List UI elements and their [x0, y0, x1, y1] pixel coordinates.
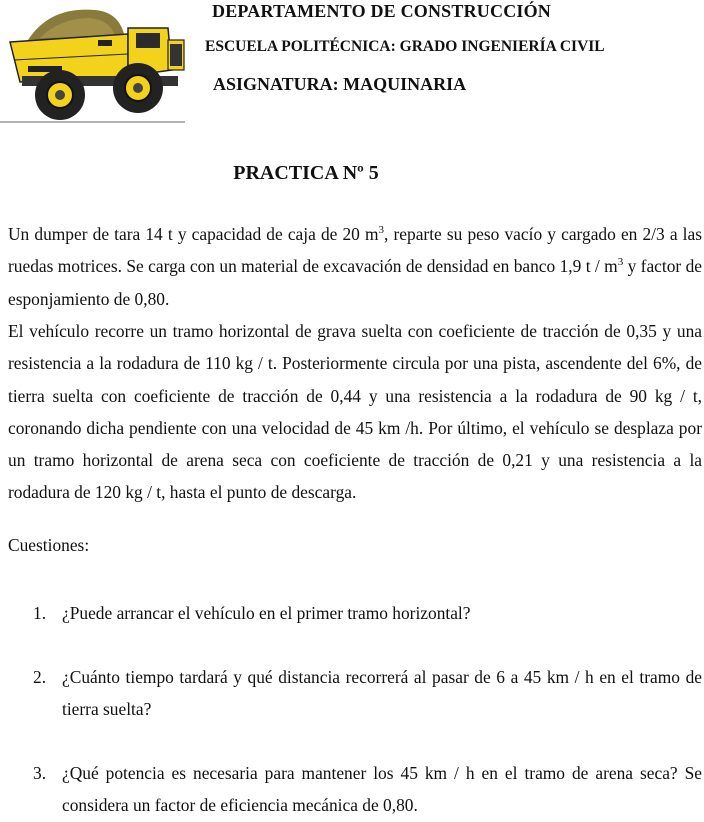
practice-title: PRACTICA Nº 5: [233, 162, 379, 184]
question-number: 1.: [33, 603, 47, 623]
paragraph-text: Un dumper de tara 14 t y capacidad de caja de 20 m: [8, 224, 379, 244]
paragraph-text: , reparte su peso vacío y cargado en 2/3 a las ruedas motrices. Se carga con un material de excavación de densidad en banco 1,9 t / m: [8, 224, 702, 277]
question-number: 2.: [33, 667, 47, 687]
subject-title: ASIGNATURA: MAQUINARIA: [213, 74, 467, 94]
paragraph-route-description: El vehículo recorre un tramo horizontal de grava suelta con coeficiente de tracción de 0,35 y una resistencia a la rodadura de 110 kg / t. Posteriormente circula por una pista, ascendente del 6%, de tierra suelta con coeficiente de tracción de 0,44 y una resistencia a la rodadura de 90 kg / t, coronando dicha pendiente con una velocidad de 45 km /h. Por último, el vehículo se desplaza por un tramo horizontal de arena seca con coeficiente de tracción de 0,21 y una resistencia a la rodadura de 120 kg / t, hasta el punto de descarga.: [8, 321, 702, 503]
school-title: ESCUELA POLITÉCNICA: GRADO INGENIERÍA CIVIL: [205, 38, 605, 55]
question-number: 3.: [33, 763, 47, 783]
dump-truck-logo: [0, 0, 190, 125]
question-text: ¿Puede arrancar el vehículo en el primer tramo horizontal?: [62, 603, 471, 623]
superscript: 3: [617, 256, 624, 269]
question-text: ¿Cuánto tiempo tardará y qué distancia recorrerá al pasar de 6 a 45 km / h en el tramo de tierra suelta?: [62, 667, 702, 720]
department-title: DEPARTAMENTO DE CONSTRUCCIÓN: [212, 1, 551, 21]
question-text: ¿Qué potencia es necesaria para mantener los 45 km / h en el tramo de arena seca? Se considera un factor de eficiencia mecánica de 0,80.: [62, 763, 702, 816]
superscript: 3: [378, 224, 385, 237]
paragraph-vehicle-data: [8, 218, 702, 315]
document-header: [0, 0, 704, 125]
paragraph-text: y factor de esponjamiento de 0,80.: [8, 256, 702, 309]
questions-heading: Cuestiones:: [8, 535, 90, 555]
